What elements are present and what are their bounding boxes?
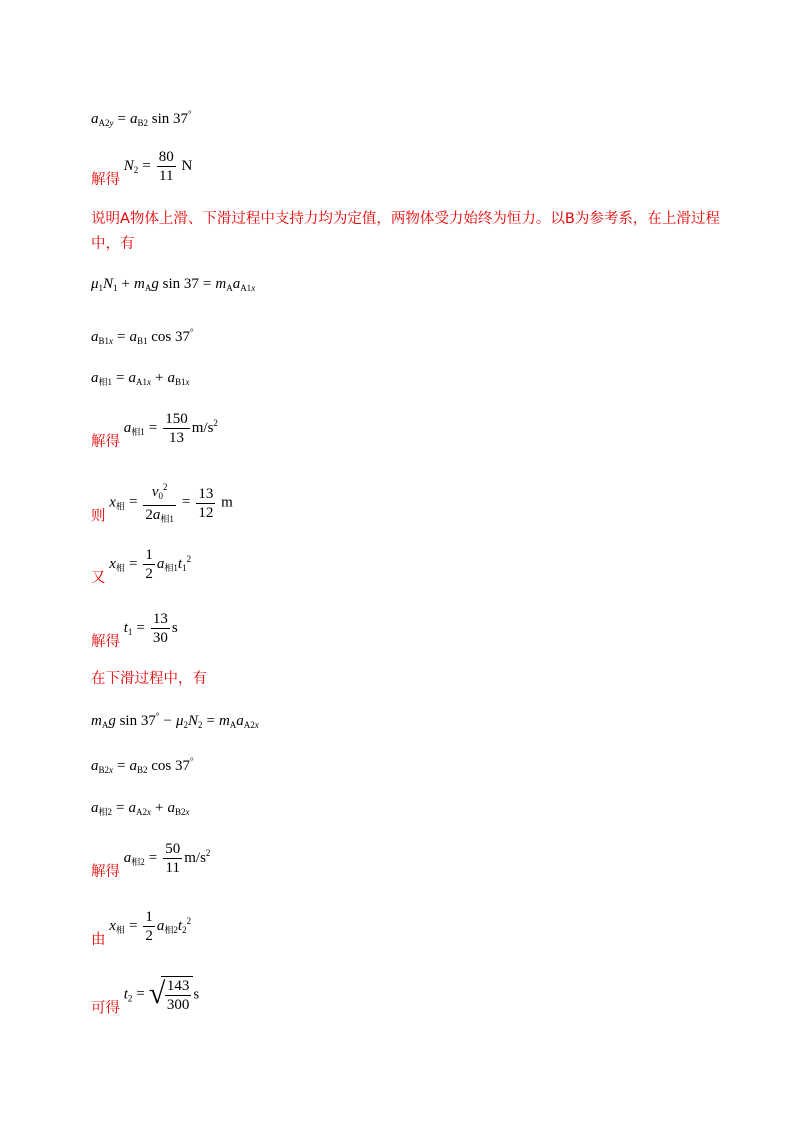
solution-n2: 解得 $N_2$ = $\frac{80}{11}$ N	[91, 149, 193, 188]
solution-t2: 可得 $t_2$ = √ $\frac{143}{300}$ s	[91, 977, 200, 1017]
eq-downslide-force: $m_Ag$ $\sin 37^\circ - \mu_2N_2 = m_Aa_{A2x}$	[91, 711, 259, 730]
solution-a-rel2: 解得 $a_{相2}$ = $\frac{50}{11}$ $m/s^2$	[91, 841, 211, 880]
solution-t1: 解得 $t_1$ = $\frac{13}{30}$ s	[91, 611, 178, 650]
solve-label: 解得	[91, 433, 120, 450]
eq-a-b2x: $a_{B2x} = a_{B2}$ cos 37°	[91, 756, 194, 775]
solution-x-rel: 则 $x_相$ = $\frac{v_0^2}{2a_{相1}}$ = $\frac{13}{12}$ m	[91, 478, 233, 528]
also-label: 又	[91, 569, 106, 586]
eq-a-b1x: $a_{B1x} = a_{B1}$ cos 37°	[91, 327, 194, 346]
eq-a-rel1-sum: $a_{相1} = a_{A1x} + a_{B1x}$	[91, 370, 190, 387]
explanation-paragraph: 说明A物体上滑、下滑过程中支持力均为定值，两物体受力始终为恒力。以B为参考系，在上滑过程中，有	[91, 211, 720, 252]
eq-upslide-force: $\mu_1N_1 + m_Ag$ $\sin 37 = m_Aa_{A1x}$	[91, 276, 256, 293]
eq-x-rel-kinematics-2: 由 $x_相$ = $\frac{1}{2}$ $a_{相2}t_2^2$	[91, 909, 192, 948]
solve-label: 解得	[91, 863, 120, 880]
solution-a-rel1: 解得 $a_{相1}$ = $\frac{150}{13}$ $m/s^2$	[91, 411, 218, 450]
can-get-label: 可得	[91, 1000, 120, 1017]
eq-a-rel2-sum: $a_{相2} = a_{A2x} + a_{B2x}$	[91, 800, 190, 817]
then-label: 则	[91, 508, 106, 525]
solve-label: 解得	[91, 171, 120, 188]
eq-a-a2y: $a_{A2y} = a_{B2}$ sin 37°	[91, 109, 192, 128]
eq-x-rel-kinematics-1: 又 $x_相$ = $\frac{1}{2}$ $a_{相1}t_1^2$	[91, 547, 192, 586]
from-label: 由	[91, 931, 106, 948]
downslide-intro: 在下滑过程中，有	[91, 671, 207, 687]
solve-label: 解得	[91, 633, 120, 650]
